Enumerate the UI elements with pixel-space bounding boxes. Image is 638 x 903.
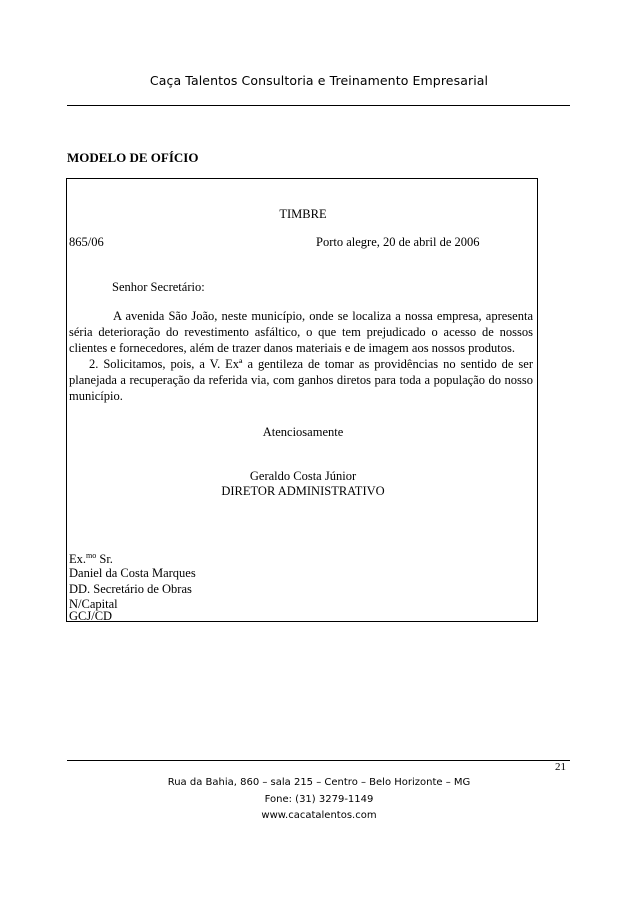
signer-name: Geraldo Costa Júnior <box>249 469 357 483</box>
signer-title: DIRETOR ADMINISTRATIVO <box>221 484 385 498</box>
page-number: 21 <box>555 761 566 773</box>
page-footer <box>0 775 638 825</box>
recipient-treatment-suffix: Sr. <box>96 552 113 567</box>
section-title: MODELO DE OFÍCIO <box>67 150 199 165</box>
recipient-treatment <box>69 548 113 568</box>
letter-model-box <box>66 178 538 622</box>
letter-closing: Atenciosamente <box>262 425 344 439</box>
footer-address: Rua da Bahia, 860 – sala 215 – Centro – Belo Horizonte – MG <box>167 777 471 788</box>
recipient-treatment-sup: mo <box>86 551 97 560</box>
letter-greeting: Senhor Secretário: <box>112 280 205 294</box>
letter-paragraph-2: 2. Solicitamos, pois, a V. Exª a gentileza de tomar as providências no sentido de ser planejada a recuperação da referida via, com ganhos diretos para toda a população do nosso município. <box>69 357 533 403</box>
letter-paragraph-1: A avenida São João, neste município, onde se localiza a nossa empresa, apresenta séria deterioração do revestimento asfáltico, o que tem prejudicado o acesso de nossos clientes e fornecedores, além de trazer danos materiais e de imagem aos nossos produtos. <box>69 309 533 355</box>
header-divider <box>67 105 570 106</box>
reference-initials: GCJ/CD <box>69 609 113 623</box>
footer-website: www.cacatalentos.com <box>261 810 377 821</box>
recipient-role: DD. Secretário de Obras <box>69 582 192 596</box>
recipient-city: N/Capital <box>69 597 118 611</box>
recipient-treatment-prefix: Ex. <box>69 552 87 567</box>
footer-divider <box>67 760 570 761</box>
footer-phone: Fone: (31) 3279-1149 <box>264 793 374 805</box>
recipient-name: Daniel da Costa Marques <box>69 566 196 580</box>
document-number: 865/06 <box>69 235 104 249</box>
letterhead-placeholder: TIMBRE <box>279 207 327 221</box>
letter-body <box>69 308 533 404</box>
page-header-title: Caça Talentos Consultoria e Treinamento Empresarial <box>149 73 489 88</box>
document-date: Porto alegre, 20 de abril de 2006 <box>316 235 480 249</box>
